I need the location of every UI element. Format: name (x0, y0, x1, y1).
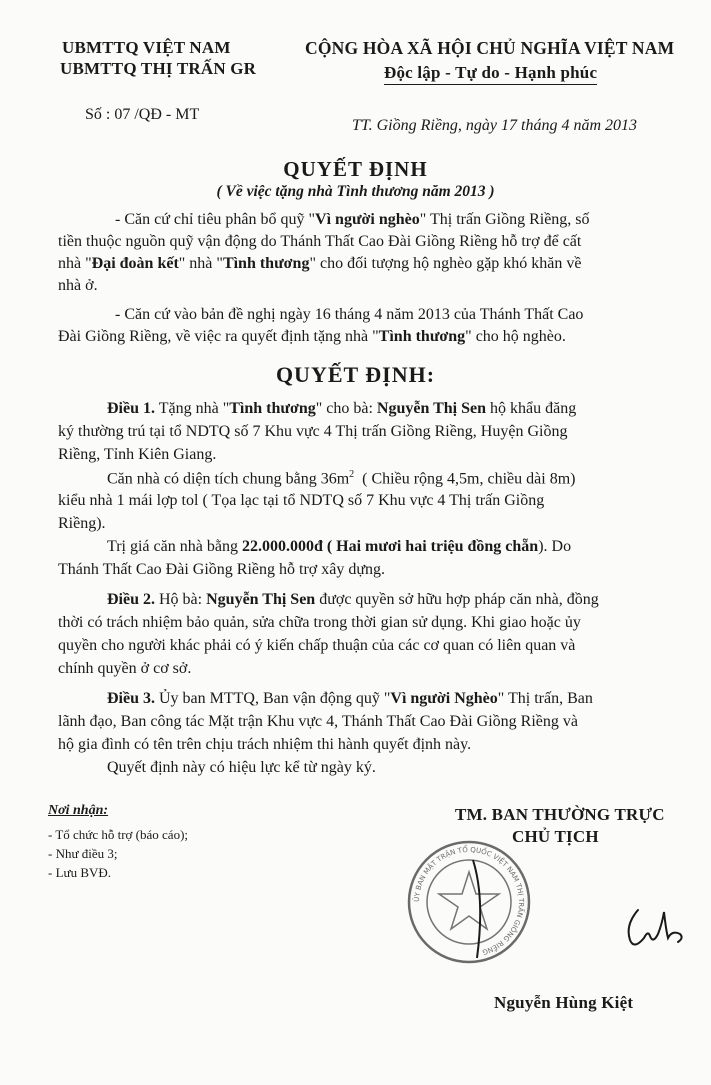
basis-line: Đài Giồng Riềng, về việc ra quyết định tặng nhà "Tình thương" cho hộ nghèo. (58, 328, 566, 345)
nation-line-1: CỘNG HÒA XÃ HỘI CHỦ NGHĨA VIỆT NAM (305, 38, 675, 58)
article-1-line: kiểu nhà 1 mái lợp tol ( Tọa lạc tại tổ NDTQ số 7 Khu vực 4 Thị trấn Giồng (58, 492, 545, 509)
recipient-item: - Lưu BVĐ. (48, 865, 112, 880)
page-title: QUYẾT ĐỊNH (283, 157, 428, 181)
signature-title: TM. BAN THƯỜNG TRỰC (455, 805, 665, 824)
article-1-line: Riềng, Tỉnh Kiên Giang. (58, 446, 217, 463)
recipient-item: - Như điều 3; (48, 846, 118, 861)
basis-line: - Căn cứ chỉ tiêu phân bổ quỹ "Vì người nghèo" Thị trấn Giồng Riềng, số (115, 211, 590, 228)
official-stamp-icon (405, 838, 533, 966)
recipients-heading: Nơi nhận: (48, 803, 109, 818)
signature-role: CHỦ TỊCH (512, 827, 599, 846)
article-3-line: Quyết định này có hiệu lực kể từ ngày ký. (107, 759, 376, 776)
svg-text:ỦY BAN MẶT TRẬN TỔ QUỐC VIỆT N: ỦY BAN MẶT TRẬN TỔ QUỐC VIỆT NAM THỊ TRẤN GIỒNG RIỀNG (412, 845, 526, 957)
article-2-line: thời có trách nhiệm bảo quản, sửa chữa trong thời gian sử dụng. Khi giao hoặc ủy (58, 614, 581, 631)
article-3-line: Điều 3. Ủy ban MTTQ, Ban vận động quỹ "Vì người Nghèo" Thị trấn, Ban (107, 690, 593, 707)
recipient-item: - Tổ chức hỗ trợ (báo cáo); (48, 827, 189, 842)
decision-heading: QUYẾT ĐỊNH: (275, 362, 436, 387)
article-1-line: Căn nhà có diện tích chung bằng $36m^2$ ( Chiều rộng 4,5m, chiều dài 8m) (107, 469, 576, 488)
article-2-line: Điều 2. Hộ bà: Nguyễn Thị Sen được quyền sở hữu hợp pháp căn nhà, đồng (107, 591, 599, 608)
basis-line: nhà ở. (58, 277, 98, 294)
article-3-line: hộ gia đình có tên trên chịu trách nhiệm thi hành quyết định này. (58, 736, 472, 753)
article-2-line: chính quyền ở cơ sở. (58, 660, 192, 677)
handwritten-signature-icon (620, 900, 690, 955)
article-3-line: lãnh đạo, Ban công tác Mặt trận Khu vực 4, Thánh Thất Cao Đài Giồng Riềng và (58, 713, 578, 730)
basis-line: - Căn cứ vào bản đề nghị ngày 16 tháng 4 năm 2013 của Thánh Thất Cao (115, 306, 584, 323)
article-2-line: quyền cho người khác phải có ý kiến chấp thuận của các cơ quan có liên quan và (58, 637, 576, 654)
doc-number: Số : 07 /QĐ - MT (85, 106, 200, 123)
article-1-line: Trị giá căn nhà bằng 22.000.000đ ( Hai mươi hai triệu đồng chẵn). Do (107, 538, 572, 555)
nation-line-2: Độc lập - Tự do - Hạnh phúc (384, 63, 597, 85)
org-line-2: UBMTTQ THỊ TRẤN GR (60, 59, 257, 78)
page-subtitle: ( Về việc tặng nhà Tình thương năm 2013 ) (216, 183, 495, 200)
place-date: TT. Giồng Riềng, ngày 17 tháng 4 năm 2013 (352, 117, 638, 134)
basis-line: tiền thuộc nguồn quỹ vận động do Thánh Thất Cao Đài Giồng Riềng hỗ trợ để cất (58, 233, 582, 250)
article-1-line: ký thường trú tại tổ NDTQ số 7 Khu vực 4 Thị trấn Giồng Riềng, Huyện Giồng (58, 423, 568, 440)
signer-name: Nguyễn Hùng Kiệt (494, 993, 634, 1012)
basis-line: nhà "Đại đoàn kết" nhà "Tình thương" cho đối tượng hộ nghèo gặp khó khăn về (58, 255, 582, 272)
org-line-1: UBMTTQ VIỆT NAM (62, 38, 231, 57)
article-1-line: Điều 1. Tặng nhà "Tình thương" cho bà: Nguyễn Thị Sen hộ khẩu đăng (107, 400, 577, 417)
article-1-line: Thánh Thất Cao Đài Giồng Riềng hỗ trợ xây dựng. (58, 561, 386, 578)
article-1-line: Riềng). (58, 515, 106, 532)
